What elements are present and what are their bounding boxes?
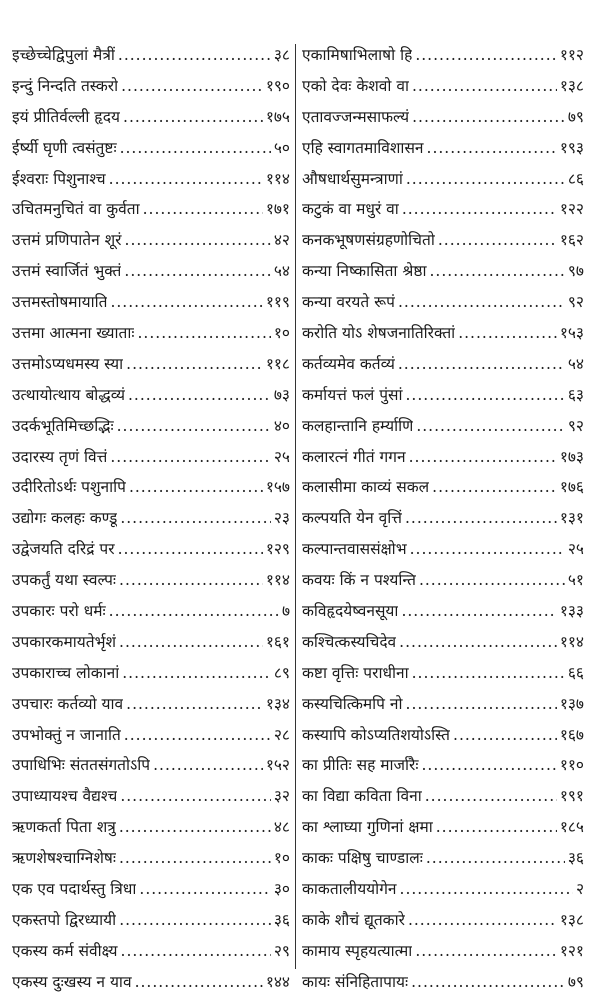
verse-text: उपकाराच्च लोकानां [12,663,120,682]
dot-leader [118,40,271,71]
verse-text: काकः पक्षिषु चाण्डालः [302,849,423,868]
page-number: १७६ [559,478,584,497]
verse-text: कस्यापि कोऽप्यतिशयोऽस्ति [302,725,451,744]
verse-text: उपकर्तुं यथा स्वल्पः [12,571,117,590]
dot-leader [405,503,557,534]
page-number: १३१ [559,509,584,528]
dot-leader [412,71,557,102]
index-entry [302,194,584,225]
verse-text: कल्पयति येन वृत्तिं [302,509,402,528]
index-entry [12,256,290,287]
dot-leader [398,349,565,380]
dot-leader [453,720,557,751]
verse-text: एतावज्जन्मसाफल्यं [302,107,410,126]
index-entry [12,411,290,442]
dot-leader [139,874,270,905]
page-number: ७९ [567,107,584,126]
verse-text: एकस्य कर्म संवीक्ष्य [12,941,118,960]
index-entry [12,565,290,596]
page-number: ११८ [265,354,290,373]
verse-text: इयं प्रीतिर्वल्ली हृदय [12,107,121,126]
index-entry [12,287,290,318]
index-entry [12,442,290,473]
verse-text: कलहान्तानि हर्म्याणि [302,416,414,435]
index-entry [302,503,584,534]
dot-leader [438,225,557,256]
index-entry [12,164,290,195]
page-number: १६२ [559,231,584,250]
dot-leader [110,442,271,473]
page-number: १९१ [559,787,584,806]
dot-leader [119,812,271,843]
dot-leader [422,750,557,781]
page-number: ८६ [567,169,584,188]
index-entry [12,658,290,689]
dot-leader [415,936,557,967]
page-number: ९२ [567,416,584,435]
page-number: ९२ [567,293,584,312]
verse-text: कामाय स्पृहयत्यात्मा [302,941,413,960]
index-entry [12,225,290,256]
verse-text: उपभोक्तुं न जानाति [12,725,121,744]
index-column-right [302,40,584,998]
page-number: ३६ [273,910,290,929]
page-number: ५४ [567,354,584,373]
dot-leader [123,102,263,133]
index-entry [302,627,584,658]
page-number: १३७ [559,694,584,713]
page-number: ११० [559,756,584,775]
page-number: १५३ [559,324,584,343]
index-entry [302,812,584,843]
dot-leader [109,164,263,195]
index-entry [12,843,290,874]
index-entry [302,256,584,287]
index-entry [302,472,584,503]
verse-text: एहि स्वागतमाविशासन [302,138,424,157]
index-entry [302,40,584,71]
dot-leader [409,442,557,473]
dot-leader [458,318,557,349]
verse-text: एकस्य दुःखस्य न याव [12,972,132,991]
page-number: ११४ [265,571,290,590]
index-column-left [12,40,290,998]
index-entry [12,596,290,627]
index-entry [302,287,584,318]
verse-text: का विद्या कविता विना [302,787,422,806]
verse-text: एकामिषाभिलाषो हि [302,46,413,64]
dot-leader [398,287,565,318]
page-number: १२९ [265,540,290,559]
dot-leader [126,689,263,720]
page-number: १८५ [559,818,584,837]
verse-text: उत्तमा आत्मना ख्याताः [12,324,135,343]
index-entry [12,936,290,967]
dot-leader [430,256,565,287]
dot-leader [153,750,263,781]
column-divider [295,44,296,969]
dot-leader [425,781,557,812]
verse-text: कल्पान्तवाससंक्षोभ [302,540,407,559]
verse-text: इन्दुं निन्दति तस्करो [12,76,119,95]
index-entry [302,442,584,473]
verse-text: ईश्वराः पिशुनाश्च [12,169,106,188]
index-entry [302,411,584,442]
dot-leader [402,194,557,225]
dot-leader [135,967,263,998]
page-number: ४८ [273,818,290,837]
verse-text: कटुकं वा मधुरं वा [302,200,399,219]
page-number: १५७ [265,478,290,497]
page-number: १९० [265,76,290,95]
dot-leader [118,534,263,565]
page-number: ७३ [273,385,290,404]
verse-text: उद्योगः कलहः कण्डू [12,509,118,528]
verse-text: इच्छेच्चेद्विपुलां मैत्रीं [12,46,115,64]
dot-leader [401,596,556,627]
page-number: ११२ [559,46,584,64]
dot-leader [426,843,565,874]
page-number: १९३ [559,138,584,157]
page-number: १३८ [559,910,584,929]
verse-text: का प्रीतिः सह मार्जारैः [302,756,419,775]
dot-leader [122,658,271,689]
index-entry [12,967,290,998]
index-entry [12,503,290,534]
verse-text: उपाधिभिः संततसंगतोऽपि [12,756,151,775]
index-entry [12,905,290,936]
index-entry [302,843,584,874]
verse-text: उपकारः परो धर्मः [12,602,106,621]
index-entry [302,967,584,998]
dot-leader [120,781,271,812]
verse-text: उत्तमस्तोषमायाति [12,293,108,312]
verse-text: उदारस्य तृणं वित्तं [12,447,108,466]
verse-text: ऋणकर्ता पिता शत्रु [12,818,116,837]
page-number: १२१ [559,941,584,960]
index-entry [12,71,290,102]
page-number: १७१ [265,200,290,219]
page-number: १६७ [559,725,584,744]
dot-leader [119,565,263,596]
dot-leader [415,40,556,71]
verse-text: कस्यचित्किमपि नो [302,694,403,713]
dot-leader [399,627,557,658]
verse-text: कर्तव्यमेव कर्तव्यं [302,354,395,373]
page-number: १२२ [559,200,584,219]
index-entry [302,936,584,967]
dot-leader [121,71,263,102]
dot-leader [416,411,565,442]
verse-text: कलासीमा काव्यं सकल [302,478,430,497]
dot-leader [436,812,557,843]
page-number: ११४ [559,632,584,651]
page-number: ६६ [567,663,584,682]
index-entry [12,534,290,565]
verse-text: उचितमनुचितं वा कुर्वता [12,200,140,219]
dot-leader [109,596,279,627]
dot-leader [406,164,565,195]
verse-index-page [12,40,588,991]
verse-text: कलारत्नं गीतं गगन [302,447,406,466]
index-entry [302,318,584,349]
dot-leader [121,936,271,967]
verse-text: कायः संनिहितापायः [302,972,409,991]
index-entry [302,565,584,596]
verse-text: कविहृदयेष्वनसूया [302,602,399,621]
verse-text: उदीरितोऽर्थः पशुनापि [12,478,126,497]
dot-leader [408,905,557,936]
index-entry [302,133,584,164]
index-entry [302,658,584,689]
verse-text: उपचारः कर्तव्यो याव [12,694,124,713]
dot-leader [125,225,271,256]
verse-text: एको देवः केशवो वा [302,76,409,95]
verse-text: उत्तमं प्रणिपातेन शूरं [12,231,122,250]
verse-text: औषधार्थसुमन्त्राणां [302,169,403,188]
page-number: ११४ [265,169,290,188]
index-entry [302,905,584,936]
verse-text: उद्वेजयति दरिद्रं पर [12,540,115,559]
index-entry [12,689,290,720]
dot-leader [120,503,271,534]
index-entry [302,750,584,781]
dot-leader [412,658,565,689]
page-number: १६१ [265,632,290,651]
dot-leader [120,133,271,164]
page-number: १३४ [265,694,290,713]
page-number: २ [575,880,584,899]
verse-text: ईर्ष्यी घृणी त्वसंतुष्टः [12,138,117,157]
dot-leader [419,565,565,596]
index-entry [302,874,584,905]
index-entry [302,720,584,751]
index-entry [302,349,584,380]
verse-text: ऋणशेषश्चाग्निशेषः [12,849,116,868]
page-number: १३३ [559,602,584,621]
index-entry [12,133,290,164]
dot-leader [128,380,271,411]
dot-leader [427,133,557,164]
index-entry [12,380,290,411]
index-entry [12,40,290,71]
index-entry [302,225,584,256]
dot-leader [143,194,263,225]
dot-leader [129,472,263,503]
index-entry [302,534,584,565]
page-number: ११९ [265,293,290,312]
verse-text: उत्तमं स्वार्जितं भुक्तं [12,262,122,281]
index-entry [302,102,584,133]
verse-text: का श्लाघ्या गुणिनां क्षमा [302,818,433,837]
verse-text: उपकारकमायतेर्भृशं [12,632,117,651]
page-number: २९ [273,941,290,960]
index-entry [12,750,290,781]
dot-leader [137,318,270,349]
page-number: २५ [567,540,584,559]
page-number: ७ [281,602,290,621]
index-entry [302,781,584,812]
page-number: ५४ [273,262,290,281]
index-entry [12,349,290,380]
page-number: ५० [273,138,290,157]
verse-text: उत्थायोत्थाय बोद्धव्यं [12,385,125,404]
page-number: १७३ [559,447,584,466]
index-entry [12,812,290,843]
dot-leader [124,720,271,751]
verse-text: कर्मायत्तं फलं पुंसां [302,385,403,404]
page-number: १३८ [559,76,584,95]
dot-leader [124,256,270,287]
dot-leader [119,905,271,936]
page-number: ८९ [273,663,290,682]
dot-leader [110,287,262,318]
dot-leader [412,102,565,133]
page-number: ५१ [567,571,584,590]
index-entry [302,689,584,720]
page-number: २५ [273,447,290,466]
verse-text: उत्तमोऽप्यधमस्य स्या [12,354,124,373]
index-entry [302,596,584,627]
index-entry [12,472,290,503]
verse-text: कवयः किं न पश्यन्ति [302,571,416,590]
dot-leader [117,411,271,442]
dot-leader [411,967,565,998]
page-number: ३८ [273,46,290,64]
dot-leader [406,380,565,411]
page-number: १५२ [265,756,290,775]
page-number: ३६ [567,849,584,868]
page-number: २८ [273,725,290,744]
verse-text: कन्या निष्कासिता श्रेष्ठा [302,262,427,281]
dot-leader [119,843,271,874]
verse-text: एक एव पदार्थस्तु त्रिधा [12,880,137,899]
dot-leader [119,627,263,658]
verse-text: उपाध्यायश्च वैद्यश्च [12,787,118,806]
index-entry [12,194,290,225]
index-entry [302,164,584,195]
verse-text: कश्चित्कस्यचिदेव [302,632,397,651]
page-number: ७९ [567,972,584,991]
index-entry [12,318,290,349]
page-number: ४० [273,416,290,435]
dot-leader [406,689,557,720]
page-number: २३ [273,509,290,528]
page-number: १४४ [265,972,290,991]
page-number: ३० [273,880,290,899]
index-entry [12,781,290,812]
dot-leader [126,349,263,380]
verse-text: उदर्कभूतिमिच्छद्भिः [12,416,114,435]
verse-text: काकतालीययोगेन [302,880,397,899]
page-number: ३२ [273,787,290,806]
verse-text: करोति योऽ शेषजनातिरिक्तां [302,324,456,343]
index-entry [12,720,290,751]
index-entry [12,102,290,133]
page-number: १७५ [265,107,290,126]
index-entry [302,380,584,411]
page-number: ९७ [567,262,584,281]
dot-leader [400,874,573,905]
page-number: ६३ [567,385,584,404]
page-number: १० [273,324,290,343]
index-entry [12,874,290,905]
dot-leader [432,472,557,503]
verse-text: एकस्तपो द्विरध्यायी [12,910,117,929]
verse-text: कन्या वरयते रूपं [302,293,395,312]
verse-text: कनकभूषणसंग्रहणोचितो [302,231,435,250]
verse-text: कष्टा वृत्तिः पराधीना [302,663,409,682]
dot-leader [410,534,565,565]
page-number: ४२ [273,231,290,250]
page-number: १० [273,849,290,868]
index-entry [302,71,584,102]
verse-text: काके शौचं द्यूतकारे [302,910,405,929]
index-entry [12,627,290,658]
